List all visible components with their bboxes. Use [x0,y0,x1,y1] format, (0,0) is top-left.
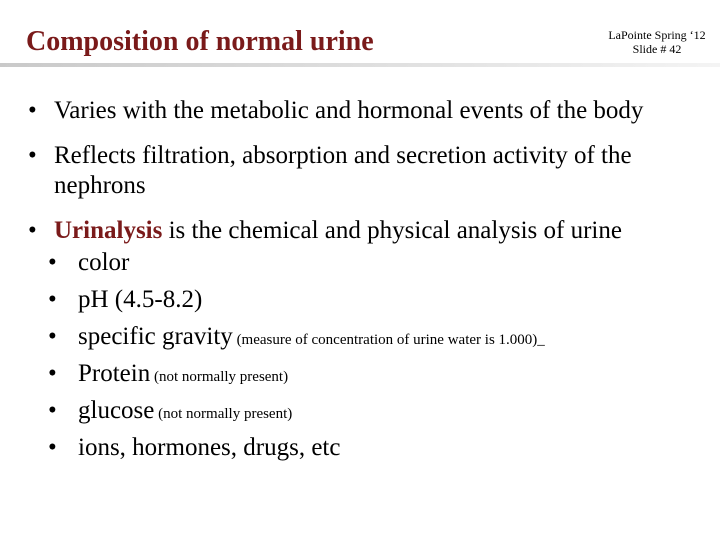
bullet-text: Varies with the metabolic and hormonal events of the body [54,97,644,124]
urinalysis-sublist [28,246,708,468]
sub-bullet-marker: • [48,249,57,276]
title-divider [0,63,720,67]
sub-item-note: (measure of concentration of urine water is 1.000)_ [232,332,545,348]
bullet-marker: • [28,142,37,169]
sub-bullet-marker: • [48,286,57,313]
bullet-item [28,141,708,201]
bullet-text: Reflects filtration, absorption and secretion activity of the nephrons [54,142,632,199]
sub-bullet-marker: • [48,360,57,387]
sub-item-text: pH (4.5-8.2) [78,286,203,313]
slide-title: Composition of normal urine [26,26,374,57]
bullet-text: is the chemical and physical analysis of urine [162,217,622,244]
sub-item [48,246,708,283]
sub-item-note: (not normally present) [150,369,289,385]
course-label: LaPointe Spring ‘12 [608,28,706,42]
sub-item-text: specific gravity [78,323,233,350]
slide-content [28,96,708,468]
sub-item-note: (not normally present) [154,406,293,422]
bullet-item-urinalysis [28,216,708,246]
sub-item-text: ions, hormones, drugs, etc [78,434,341,461]
urinalysis-term: Urinalysis [54,217,163,244]
sub-bullet-marker: • [48,323,57,350]
slide-number: Slide # 42 [632,42,682,56]
sub-item-text: Protein [78,360,151,387]
sub-item [48,394,708,431]
sub-bullet-marker: • [48,434,57,461]
bullet-marker: • [28,97,37,124]
sub-item [48,357,708,394]
sub-item-text: color [78,249,130,276]
sub-item [48,320,708,357]
bullet-marker: • [28,217,37,244]
sub-item [48,283,708,320]
bullet-item [28,96,708,126]
sub-item-text: glucose [78,397,155,424]
slide-header-note [600,28,714,56]
sub-bullet-marker: • [48,397,57,424]
sub-item [48,431,708,468]
